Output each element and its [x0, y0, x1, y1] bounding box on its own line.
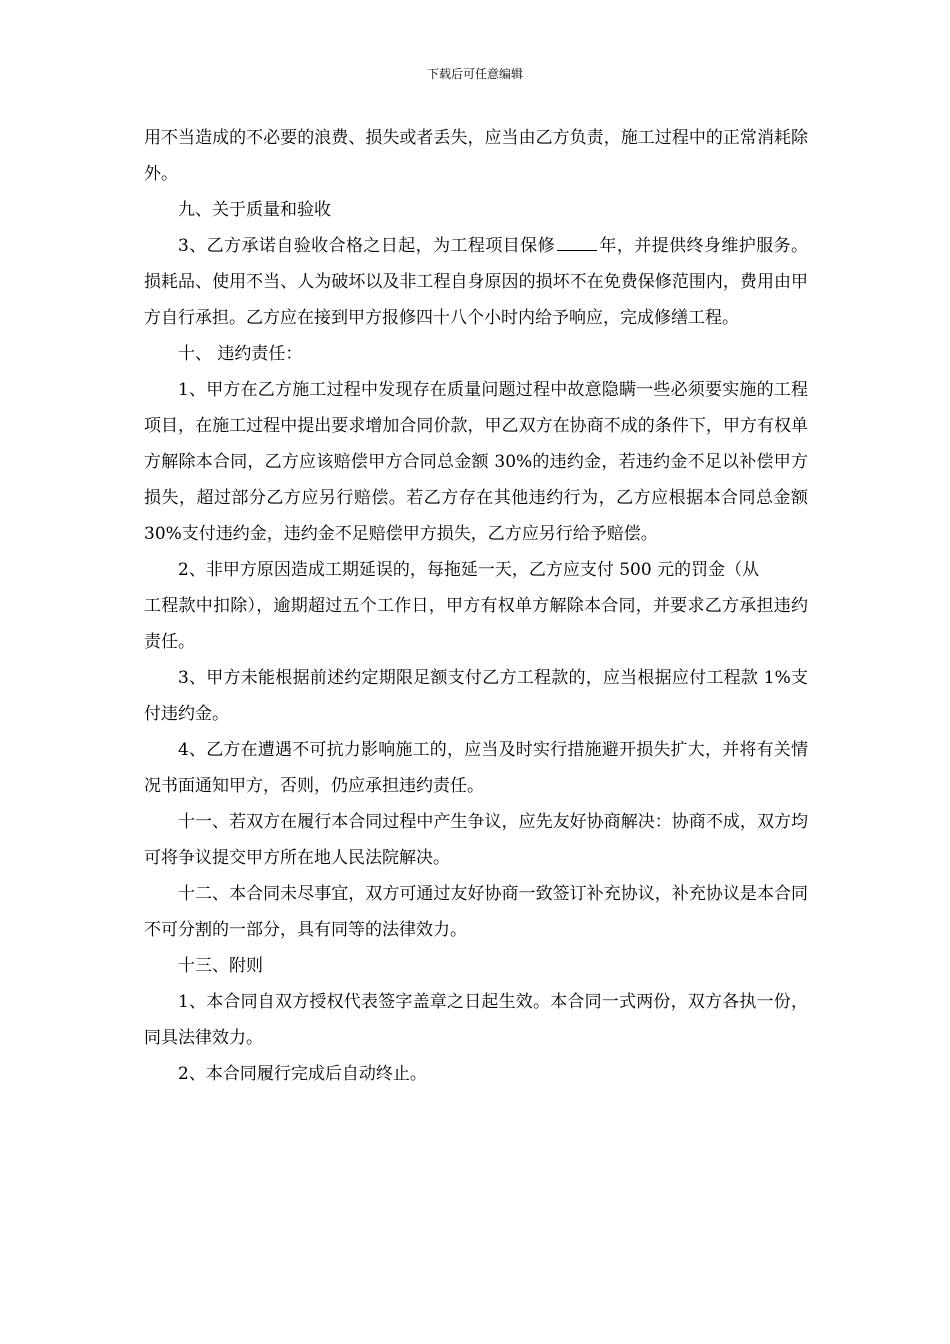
section-heading-liability: 十、 违约责任：	[178, 344, 303, 364]
paragraph-liability-4: 4、乙方在遭遇不可抗力影响施工的，应当及时实行措施避开损失扩大，并将有关情况书面通知甲方，否则，仍应承担违约责任。	[144, 740, 808, 796]
paragraph-appendix-2: 2、本合同履行完成后自动终止。	[178, 1064, 427, 1084]
page-header-note: 下载后可任意编辑	[426, 67, 523, 81]
paragraph-continuation: 用不当造成的不必要的浪费、损失或者丢失，应当由乙方负责，施工过程中的正常消耗除外。	[144, 128, 808, 184]
paragraph-liability-2-cont: 工程款中扣除），逾期超过五个工作日，甲方有权单方解除本合同，并要求乙方承担违约责任。	[144, 596, 808, 652]
section-heading-appendix: 十三、附则	[178, 956, 263, 976]
paragraph-liability-2: 2、非甲方原因造成工期延误的，每拖延一天，乙方应支付 500 元的罚金（从	[178, 560, 760, 580]
paragraph-liability-1: 1、甲方在乙方施工过程中发现存在质量问题过程中故意隐瞒一些必须要实施的工程项目，在施工过程中提出要求增加合同价款，甲乙双方在协商不成的条件下，甲方有权单方解除本合同，乙方应该赔偿甲方合同总金额 30%的违约金，若违约金不足以补偿甲方损失，超过部分乙方应另行赔偿。若乙方存在其他违约行为，乙方应根据本合同总金额 30%支付违约金，违约金不足赔偿甲方损失，乙方应另行给予赔偿。	[144, 380, 808, 544]
section-heading-quality: 九、关于质量和验收	[178, 200, 331, 220]
paragraph-dispute: 十一、若双方在履行本合同过程中产生争议，应先友好协商解决：协商不成，双方均可将争议提交甲方所在地人民法院解决。	[144, 812, 808, 868]
paragraph-warranty	[144, 228, 808, 336]
paragraph-supplement: 十二、本合同未尽事宜，双方可通过友好协商一致签订补充协议，补充协议是本合同不可分割的一部分，具有同等的法律效力。	[144, 884, 808, 940]
warranty-text-before: 3、乙方承诺自验收合格之日起，为工程项目保修	[178, 236, 555, 256]
paragraph-appendix-1: 1、本合同自双方授权代表签字盖章之日起生效。本合同一式两份，双方各执一份，同具法律效力。	[144, 992, 808, 1048]
paragraph-liability-3: 3、甲方未能根据前述约定期限足额支付乙方工程款的，应当根据应付工程款 1%支付违约金。	[144, 668, 808, 724]
document-body	[144, 120, 808, 1092]
warranty-text-after: 年，并提供终身维护服务。损耗品、使用不当、人为破坏以及非工程自身原因的损坏不在免费保修范围内，费用由甲方自行承担。乙方应在接到甲方报修四十八个小时内给予响应，完成修缮工程。	[144, 236, 809, 328]
warranty-years-blank	[557, 232, 597, 251]
